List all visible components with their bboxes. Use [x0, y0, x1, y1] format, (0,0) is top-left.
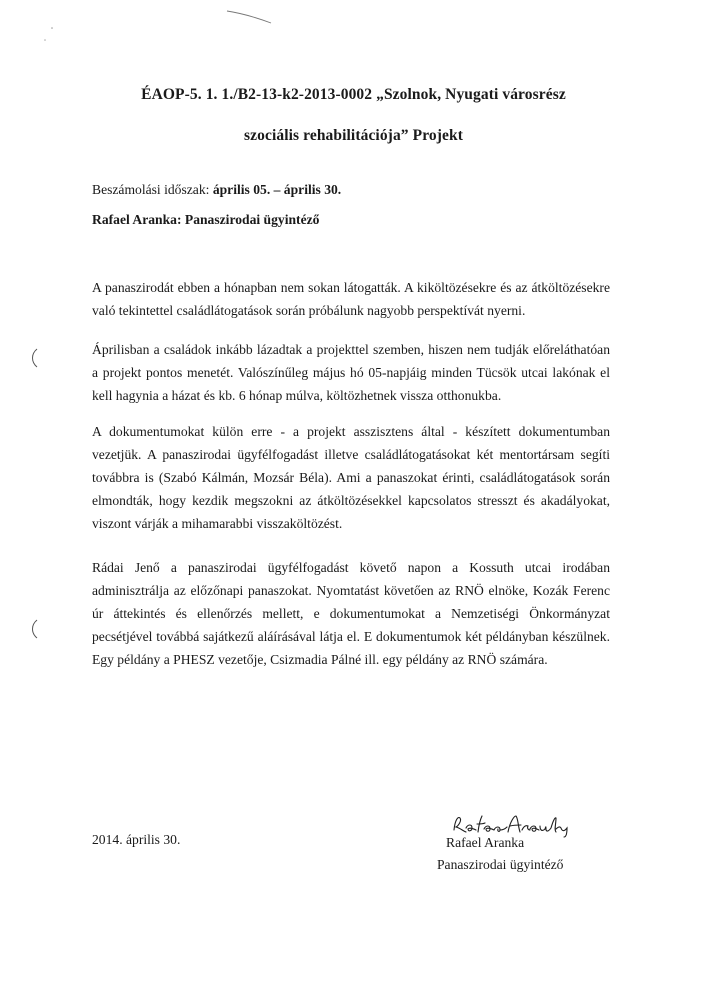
paragraph-line: Rádai Jenő a panaszirodai ügyfélfogadást követő napon a Kossuth utcai irodában	[92, 560, 610, 575]
signatory-role: Panaszirodai ügyintéző	[437, 857, 564, 872]
report-author: Rafael Aranka: Panaszirodai ügyintéző	[92, 212, 320, 227]
report-period-label: Beszámolási időszak:	[92, 182, 213, 197]
margin-mark-upper	[28, 347, 40, 369]
document-date: 2014. április 30.	[92, 832, 181, 847]
paragraph-line: A panaszirodát ebben a hónapban nem sokan látogatták. A kiköltözésekre és az átköltözésekre	[92, 280, 610, 295]
project-title-line-2: szociális rehabilitációja” Projekt	[244, 127, 463, 144]
paragraph-line: vezetjük. A panaszirodai ügyfélfogadást illetve családlátogatásokat két mentortársam segíti	[92, 447, 610, 462]
paragraph-4	[92, 556, 610, 671]
paragraph-line: a projekt pontos menetét. Valószínűleg május hó 05-napjáig minden Tücsök utcai lakónak el	[92, 365, 610, 380]
scan-artifact-dots	[40, 24, 60, 44]
signatory-name: Rafael Aranka	[446, 835, 525, 850]
paragraph-2	[92, 338, 610, 407]
paragraph-line: Áprilisban a családok inkább lázadtak a projekttel szemben, hiszen nem tudják előreláthatóan	[92, 342, 610, 357]
paragraph-line: kell hagynia a házat és kb. 6 hónap múlva, költözhetnek vissza otthonukba.	[92, 388, 502, 403]
paragraph-line: A dokumentumokat külön erre - a projekt asszisztens által - készített dokumentumban	[92, 424, 610, 439]
project-title-line-1: ÉAOP-5. 1. 1./B2-13-k2-2013-0002 „Szolnok, Nyugati városrész	[141, 86, 566, 103]
paragraph-line: továbbra is (Szabó Kálmán, Mozsár Béla). Ami a panaszokat érinti, családlátogatások során	[92, 470, 610, 485]
report-period-value: április 05. – április 30.	[212, 182, 342, 197]
paragraph-line: Egy példány a PHESZ vezetője, Csizmadia Pálné ill. egy példány az RNÖ számára.	[92, 652, 548, 667]
scan-artifact-stroke	[225, 8, 275, 26]
paragraph-line: pecsétjével továbbá sajátkezű aláírásával látja el. E dokumentumok két példányban készülnek.	[92, 629, 610, 644]
paragraph-line: való tekintettel családlátogatások során próbálunk nagyobb perspektívát nyerni.	[92, 303, 526, 318]
paragraph-line: úr áttekintés és ellenőrzés mellett, e dokumentumokat a Nemzetiségi Önkormányzat	[92, 606, 610, 621]
paragraph-3	[92, 420, 610, 535]
margin-mark-lower	[28, 618, 40, 640]
paragraph-line: elmondták, hogy kezdik megszokni az átköltözésekkel kapcsolatos stresszt és akadályokat,	[92, 493, 610, 508]
paragraph-line: adminisztrálja az előzőnapi panaszokat. Nyomtatást követően az RNÖ elnöke, Kozák Ferenc	[92, 583, 610, 598]
paragraph-1	[92, 276, 610, 322]
report-period	[92, 182, 341, 198]
paragraph-line: viszont várják a mihamarabbi visszaköltözést.	[92, 516, 343, 531]
